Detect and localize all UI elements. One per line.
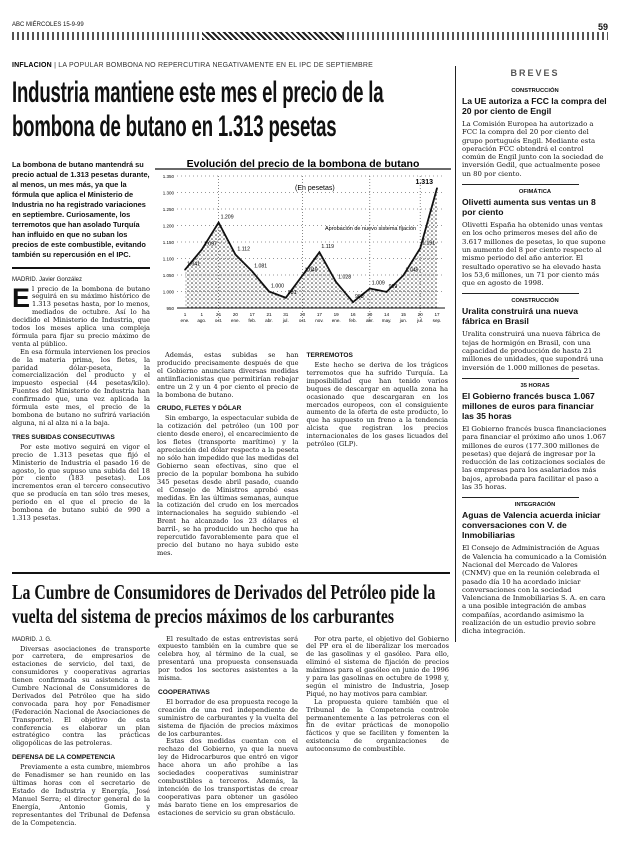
lead-paragraph: La bombona de butano mantendrá su precio actual de 1.313 pesetas durante, al menos, un mes más, ya que la fórmula que aplica el Ministerio de Industria no ha registrado variaciones en septiembre. Curiosamente, los terremotos que han asolado Turquía han influido en que no suban los precios de este combustible, evitando también su repercusión en el IPC. <box>12 160 150 259</box>
x-tick-label: jun. <box>399 318 408 323</box>
data-point <box>184 269 186 271</box>
subheading: CRUDO, FLETES Y DÓLAR <box>157 405 242 413</box>
brief-text: La Comisión Europea ha autorizado a FCC la compra del 20 por ciento del grupo portugués Engil. Mediante esta operación FCC obtendrá el control común de Engil junto con la sociedad de inversión Gedil, que actualmente posee un 80 por ciento. <box>462 120 604 178</box>
subheading: TERREMOTOS <box>306 352 353 359</box>
x-tick-label: 20 <box>417 312 423 317</box>
paragraph: Sin embargo, la espectacular subida de la cotización del petróleo (un 100 por ciento desde enero), el encarecimiento de los fletes (transporte marítimo) y la apreciación del dólar respecto a la peseta no sólo han impedido que las medidas del Gobierno sean efectivas, sino que el precio de la popular bombona ha subido 345 pesetas desde abril pasado, cuando el Consejo de Ministros aprobó esas medidas. En las últimas semanas, aunque la cotización del crudo en los mercados internacionales ha seguido subiendo -el Brent ha alcanzado los 23 dólares el barril-, se ha producido un hecho que ha repercutido favorablemente para que el precio del butano no haya subido este mes. <box>157 414 299 557</box>
y-tick-label: 1.150 <box>162 240 174 245</box>
y-tick-label: 1.300 <box>162 190 174 196</box>
x-tick-label: 17 <box>249 312 255 317</box>
butane-price-chart <box>155 158 451 348</box>
data-point <box>285 297 287 299</box>
x-tick-label: 16 <box>350 312 356 317</box>
paragraph: El resultado de estas entrevistas será expuesto también en la cumbre que se celebra hoy, al término de la cual, se presentará una propuesta consensuada por todos los sectores asistentes a la misma. <box>158 634 298 683</box>
x-tick-label: 19 <box>333 312 339 317</box>
data-label: 1.049 <box>405 267 419 274</box>
data-label: 1.028 <box>338 274 352 281</box>
chart-annotation: Aprobación de nuevo sistema fijación <box>325 226 417 232</box>
article2 <box>12 572 450 828</box>
data-point <box>251 271 253 273</box>
brief-item <box>462 184 608 287</box>
brief-item <box>462 293 608 371</box>
brief-text: Uralita construirá una nueva fábrica de tejas de hormigón en Brasil, con una capacidad de producción de hasta 21 millones de unidades, que supondrá una inversión de 1.000 millones de pesetas. <box>462 330 604 372</box>
brief-category: CONSTRUCCIÓN <box>511 88 559 94</box>
data-label: 968 <box>355 294 364 301</box>
data-label: 1.112 <box>237 246 251 253</box>
subheading: TRES SUBIDAS CONSECUTIVAS <box>12 433 115 441</box>
data-label: 1.000 <box>271 283 284 290</box>
x-tick-label: 31 <box>283 312 289 317</box>
x-tick-label: 20 <box>300 312 306 317</box>
data-point <box>352 301 354 303</box>
data-point <box>218 222 220 224</box>
data-point <box>419 247 421 249</box>
x-tick-label: oct. <box>214 318 223 323</box>
data-label: 1.081 <box>254 263 268 270</box>
brief-category: INTEGRACIÓN <box>514 502 556 509</box>
x-tick-label: feb. <box>349 318 357 323</box>
brief-category: CONSTRUCCIÓN <box>511 298 559 305</box>
x-tick-label: ene. <box>230 318 240 323</box>
x-tick-label: feb. <box>248 318 257 323</box>
y-tick-label: 950 <box>166 306 174 311</box>
x-tick-label: 21 <box>266 312 272 317</box>
data-point <box>403 275 405 277</box>
x-tick-label: 1 <box>200 312 204 317</box>
paragraph: Por otra parte, el objetivo del Gobierno del PP era el de liberalizar los mercados de las gasolinas y el gasóleo. Para ello, eliminó el sistema de fijación de precios máximos para el gasóleo en junio de 1996 y para las gasolinas en octubre de 1998 y, según el ministro de Industria, Josep Piqué, no hay motivos para cambiar. <box>306 634 449 698</box>
data-label: 1.209 <box>220 214 234 221</box>
brief-item <box>462 88 608 178</box>
brief-title: Olivetti aumenta sus ventas un 8 por ciento <box>462 197 596 218</box>
x-tick-label: abr. <box>265 318 273 323</box>
kicker <box>12 62 450 69</box>
data-point <box>235 254 237 256</box>
x-tick-label: 14 <box>384 312 390 317</box>
brief-category: 35 HORAS <box>520 382 550 389</box>
data-point <box>201 249 203 251</box>
divider <box>462 378 579 379</box>
x-tick-label: nov. <box>315 318 324 323</box>
paragraph: La propuesta quiere también que el Tribunal de la Competencia controle permanentemente a las petroleras con el fin de evitar prácticas de monopolio fácticos y que se faciliten y fomenten la existencia de organizaciones de autoconsumo de combustible. <box>306 697 449 754</box>
kicker-text: | LA POPULAR BOMBONA NO REPERCUTIRÁ NEGATIVAMENTE EN EL IPC DE SEPTIEMBRE <box>54 62 373 69</box>
data-point <box>335 281 337 283</box>
subheading: DEFENSA DE LA COMPETENCIA <box>12 754 116 762</box>
y-tick-label: 1.050 <box>162 273 174 278</box>
data-label: 1.009 <box>371 280 385 287</box>
data-point <box>436 187 438 189</box>
article2-column-3 <box>306 636 449 828</box>
data-label: 1.119 <box>321 244 335 251</box>
x-tick-label: 20 <box>232 312 238 317</box>
paragraph: Estas dos medidas cuentan con el rechazo del Gobierno, ya que la nueva ley de Hidrocarburos que entró en vigor hace ahora un año prohíbe a las sociedades cooperativas suministrar combustibles a terceros. Además, la intención de los transportistas de crear cooperativas para obtener un gasóleo más barato tiene en los empresarios de estaciones de servicio su gran obstáculo. <box>158 737 298 817</box>
y-tick-label: 1.350 <box>162 174 174 179</box>
data-label: 1.041 <box>187 261 200 268</box>
brief-text: El Gobierno francés busca financiaciones para financiar el próximo año unos 1.067 millones de euros (177.300 millones de pesetas) que dejará de ingresar por la reducción de las cotizaciones sociales de las empresas para los asalariados más bajos, aprobada para facilitar el paso a las 35 horas. <box>462 424 607 492</box>
brief-text: El Consejo de Administración de Aguas de Valencia ha comunicado a la Comisión Nacional del Mercado de Valores (CNMV) que en la reunión celebrada el pasado día 10 ha acordado iniciar conversaciones con la sociedad Valenciana de Inmobiliarias S. A. en cara a una posible integración de ambas compañías, acordando asimismo la realización de un estudio previo sobre dicha integración. <box>462 544 607 636</box>
data-label: 981 <box>287 289 297 296</box>
data-point <box>386 291 388 293</box>
brief-title: Aguas de Valencia acuerda iniciar conversaciones con V. de Inmobiliarias <box>462 510 601 541</box>
brief-item <box>462 497 608 635</box>
second-headline: La Cumbre de Consumidores de Derivados del Petróleo pide la vuelta del sistema de precios máximos de los carburantes <box>12 579 436 628</box>
brief-title: El Gobierno francés busca 1.067 millones de euros para financiar las 35 horas <box>462 390 595 421</box>
paragraph: El borrador de esa propuesta recoge la creación de una red independiente de suministro de carburantes y la vuelta del sistema de fijación de precios máximos de los carburantes. <box>158 697 298 738</box>
divider <box>462 184 579 185</box>
data-point <box>319 251 321 253</box>
y-tick-label: 1.100 <box>162 256 174 262</box>
x-tick-label: 21 <box>216 312 222 317</box>
divider <box>12 572 450 574</box>
x-tick-label: 15 <box>400 312 406 317</box>
data-label: 1.313 <box>415 179 433 187</box>
header-decorative-band <box>12 32 608 40</box>
data-label: 1.191 <box>422 240 436 247</box>
paragraph: En esa fórmula intervienen los precios de la materia prima, los fletes, la paridad dólar-peseta, la comercialización del producto y el impuesto especial (44 pesetas/kilo). Fuentes del Ministerio de Industria han confirmado que, una vez aplicada la fórmula este mes, el precio de la bombona de butano no sufrirá variación alguna, ni al alza ni a la baja. <box>12 347 150 427</box>
brief-category: OFIMÁTICA <box>518 189 552 196</box>
chart-title: Evolución del precio de la bombona de butano <box>186 158 420 170</box>
subheading: COOPERATIVAS <box>158 688 210 696</box>
brief-title: La UE autoriza a FCC la compra del 20 por ciento de Engil <box>462 96 607 116</box>
data-label: 1.097 <box>203 241 217 248</box>
paragraph: Por este motivo seguirá en vigor el precio de 1.313 pesetas que fijó el Ministerio de Industria el pasado 16 de agosto, lo que supuso una subida del 18 por ciento (183 pesetas). Los incrementos eran el tercero consecutivo que se producía en tan sólo tres meses, periodo en el que el precio de la bombona de butano subió de 990 a 1.313 pesetas. <box>12 442 150 522</box>
x-tick-label: 20 <box>367 312 373 317</box>
x-tick-label: sep. <box>432 318 442 323</box>
data-point <box>302 275 304 277</box>
x-tick-label: ene. <box>331 318 341 323</box>
data-point <box>369 288 371 290</box>
divider <box>462 497 579 498</box>
byline: MADRID. J. G. <box>12 636 52 643</box>
x-tick-label: oct. <box>298 318 307 323</box>
edition-date: ABC MIÉRCOLES 15-9-99 <box>12 22 84 28</box>
data-label: 999 <box>388 283 398 290</box>
breves-sidebar <box>455 66 608 642</box>
x-tick-label: 17 <box>434 312 440 317</box>
x-tick-label: ago. <box>197 318 207 323</box>
brief-title: Uralita construirá una nueva fábrica en Brasil <box>462 306 579 327</box>
article1-column-1 <box>12 276 150 523</box>
y-tick-label: 1.000 <box>162 289 174 295</box>
x-tick-label: 17 <box>316 312 322 317</box>
x-tick-label: may. <box>381 318 392 323</box>
article1-columns-2-3 <box>157 352 448 566</box>
x-tick-label: abr. <box>365 318 374 323</box>
page-header <box>12 22 608 44</box>
paragraph: Este hecho se deriva de los trágicos terremotos que ha sufrido Turquía. La imposibilidad que han tenido varios buques de descargar en aquella zona ha ocasionado que descargaran en los mercados europeos, con el consiguiente aumento de la oferta de este producto, lo que ha supuesto un freno a la tendencia alcista que registran los precios internacionales de los gases licuados del petróleo (GLP). <box>306 361 448 449</box>
x-tick-label: ene. <box>180 318 190 323</box>
sidebar-title: BREVES <box>510 68 560 78</box>
divider <box>462 293 579 294</box>
kicker-section: INFLACIÓN <box>12 62 52 69</box>
paragraph: Diversas asociaciones de transporte por carretera, de empresarios de estaciones de servicio, del taxi, de consumidores y cooperativas agrarias tienen confirmada su asistencia a la Cumbre Nacional de Consumidores de Derivados del Petróleo que ha sido convocada para hoy por Fenadismer (Federación Nacional de Asociaciones de Transporte). El objetivo de esta conferencia es elaborar un plan estratégico contra las prácticas oligopólicas de las petroleras. <box>12 644 150 748</box>
byline: MADRID. Javier González <box>12 276 83 283</box>
x-tick-label: jul. <box>282 318 289 323</box>
x-tick-label: 1 <box>183 312 187 317</box>
brief-text: Olivetti España ha obtenido unas ventas en los ocho primeros meses del año de 3.617 millones de pesetas, lo que supone un aumento del 8 por ciento respecto al mismo periodo del año anterior. El resultado operativo se ha elevado hasta los 53,6 millones, un 71 por ciento más que en agosto de 1998. <box>462 221 606 288</box>
article2-column-2 <box>158 636 298 828</box>
chart-subtitle: (En pesetas) <box>295 185 335 192</box>
brief-item <box>462 378 608 491</box>
main-headline: Industria mantiene este mes el precio de la bombona de butano en 1.313 pesetas <box>12 76 384 143</box>
page-number: 59 <box>597 22 608 32</box>
y-tick-label: 1.250 <box>162 207 174 212</box>
divider <box>12 267 150 269</box>
y-tick-label: 1.200 <box>162 223 174 229</box>
article2-column-1 <box>12 636 150 828</box>
paragraph: l precio de la bombona de butano seguirá en su máximo histórico de 1.313 pesetas hasta, por lo menos, mediados de octubre. Así lo ha decidido el Ministerio de Industria, que todos los meses aplica una compleja fórmula para fijar su precio máximo de venta al público. <box>12 284 150 348</box>
drop-cap: E <box>12 282 31 313</box>
paragraph: Previamente a esta cumbre, miembros de Fenadismer se han reunido en las últimas horas con el secretario de Estado de Industria y Energía, José Manuel Serra; el director general de la Energía, Antonio Gomis, y representantes del Tribunal de Defensa de la Competencia. <box>12 763 150 827</box>
article1-left-column <box>12 160 150 523</box>
data-point <box>268 291 270 293</box>
x-tick-label: jul. <box>417 318 424 323</box>
data-label: 1.049 <box>304 267 318 274</box>
paragraph: Además, estas subidas se han producido precisamente después de que el Gobierno anunciara diversas medidas antiinflacionistas que permitirían rebajar entre un 2 y un 4 por ciento el precio de la bombona de butano. <box>157 351 299 399</box>
